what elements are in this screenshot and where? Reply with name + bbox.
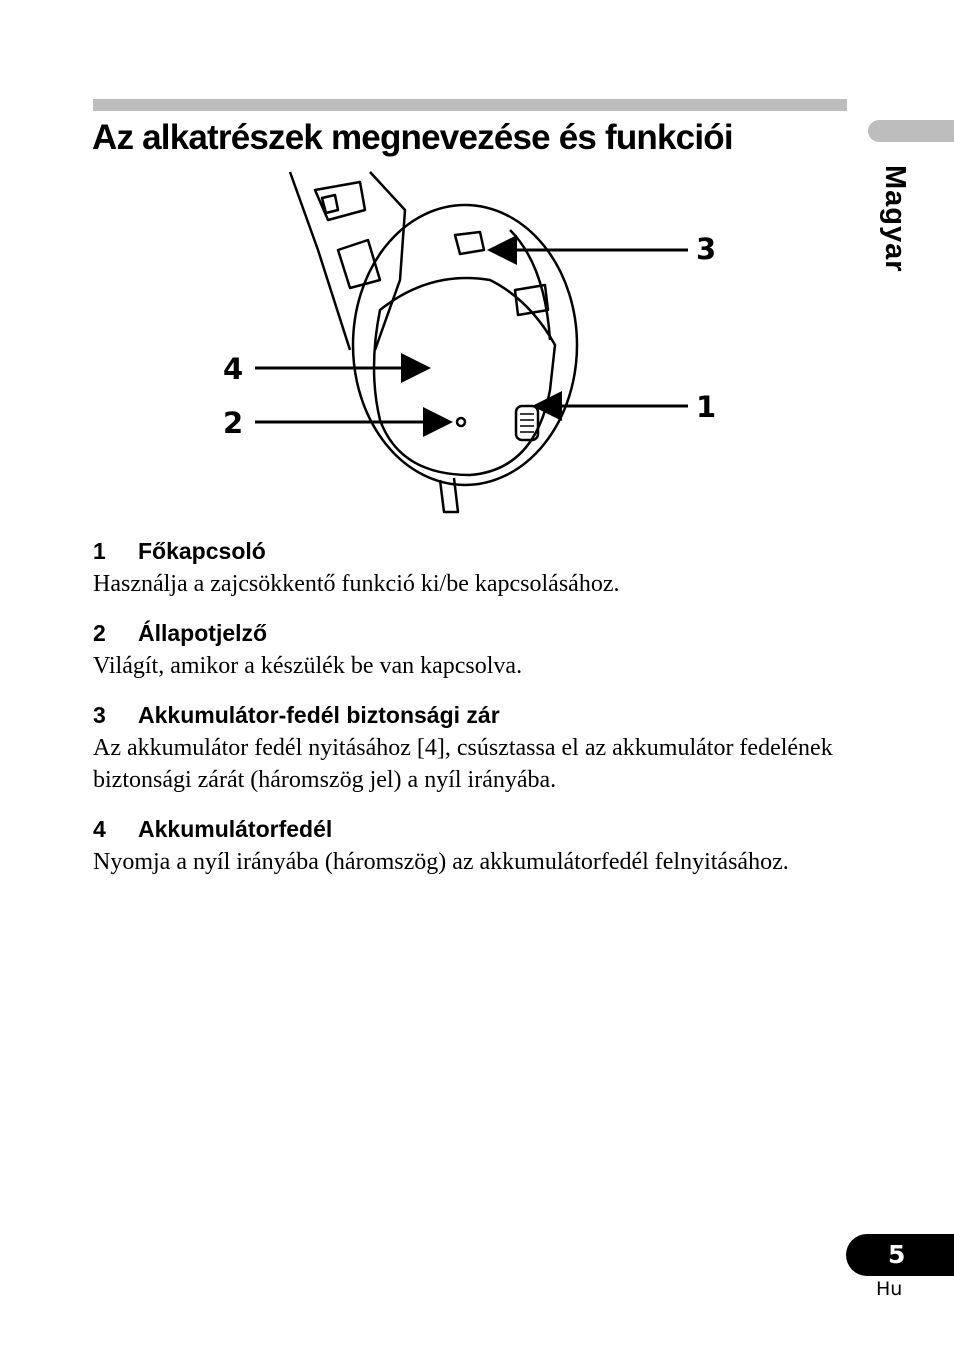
callout-3: 3 xyxy=(696,232,717,266)
header-rule xyxy=(93,99,847,111)
language-side-label: Magyar xyxy=(879,165,911,273)
part-heading xyxy=(93,538,853,565)
headphone-illustration xyxy=(200,170,740,520)
part-title: Akkumulátorfedél xyxy=(138,816,333,842)
part-title: Állapotjelző xyxy=(138,620,268,646)
page-title: Az alkatrészek megnevezése és funkciói xyxy=(92,118,733,157)
part-number: 4 xyxy=(93,816,106,842)
part-title: Főkapcsoló xyxy=(138,538,266,564)
part-item xyxy=(93,620,853,682)
part-description: Nyomja a nyíl irányába (háromszög) az akkumulátorfedél felnyitásához. xyxy=(93,849,789,875)
callout-4: 4 xyxy=(223,352,244,386)
callout-2: 2 xyxy=(223,406,244,440)
part-number: 2 xyxy=(93,620,106,646)
callout-1: 1 xyxy=(696,390,717,424)
page-language-code: Hu xyxy=(876,1278,903,1300)
part-heading xyxy=(93,702,853,729)
part-item xyxy=(93,702,853,796)
part-number: 1 xyxy=(93,538,106,564)
part-item xyxy=(93,816,853,878)
part-heading xyxy=(93,620,853,647)
parts-list xyxy=(93,538,853,898)
part-title: Akkumulátor-fedél biztonsági zár xyxy=(138,702,500,728)
part-description: Világít, amikor a készülék be van kapcsolva. xyxy=(93,653,523,679)
part-description: Használja a zajcsökkentő funkció ki/be kapcsolásához. xyxy=(93,571,620,597)
part-number: 3 xyxy=(93,702,106,728)
headphone-figure xyxy=(200,170,740,520)
part-heading xyxy=(93,816,853,843)
language-tab xyxy=(868,120,954,142)
part-item xyxy=(93,538,853,600)
part-description: Az akkumulátor fedél nyitásához [4], csúsztassa el az akkumulátor fedelének biztonsági zárát (háromszög jel) a nyíl irányába. xyxy=(93,735,833,793)
page-number-badge: 5 xyxy=(846,1234,954,1276)
